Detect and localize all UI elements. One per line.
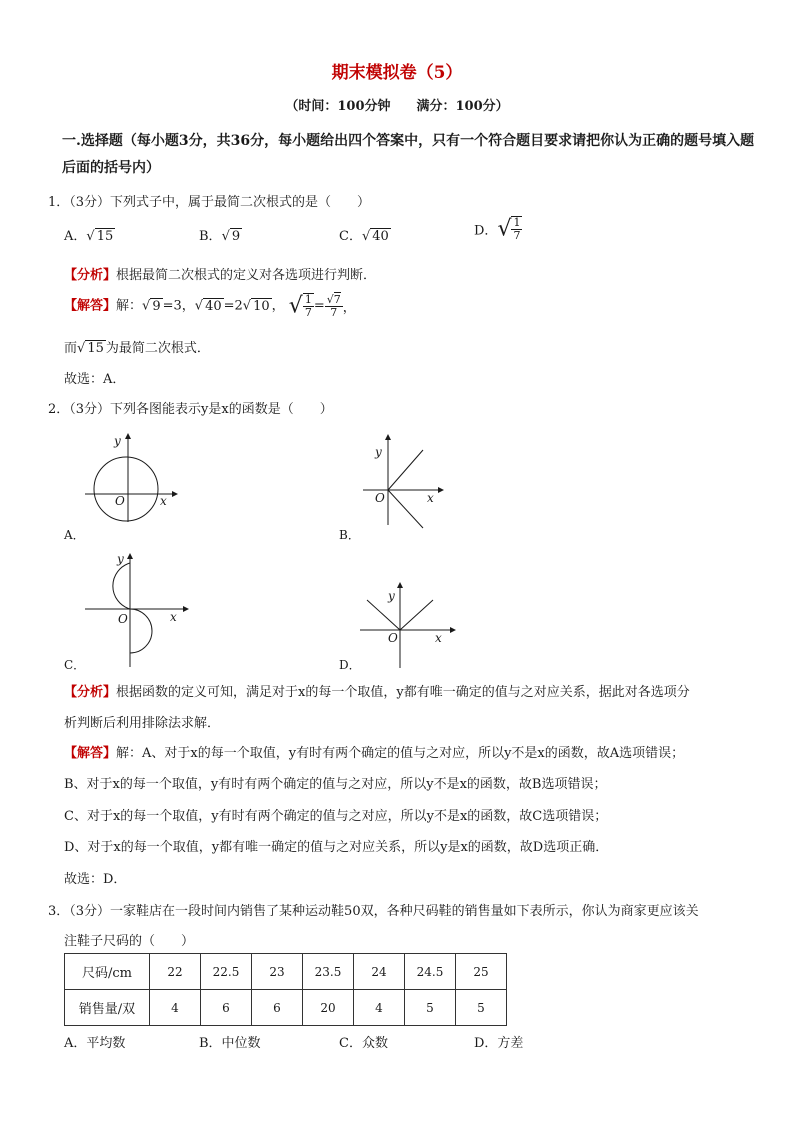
left-branch (367, 600, 400, 630)
sqrt-icon: √ (194, 298, 204, 314)
table-cell: 23.5 (303, 954, 354, 990)
q1-analysis (64, 264, 376, 283)
table-row (65, 954, 507, 990)
table-cell: 20 (303, 990, 354, 1026)
origin-label: O (118, 612, 128, 626)
radicand: 10 (253, 298, 270, 314)
q1-option-d-label: D． (474, 223, 498, 239)
x-axis-label: x (427, 491, 434, 505)
q1-answer (64, 293, 356, 319)
lower-semicircle (130, 609, 152, 653)
answer-text: = (313, 298, 325, 314)
graph-b-rays (355, 430, 455, 530)
origin-label: O (115, 494, 125, 508)
table-cell: 6 (252, 990, 303, 1026)
sqrt-icon: √ (142, 298, 151, 314)
sqrt-icon: √ (77, 341, 86, 356)
upper-semicircle (113, 563, 130, 609)
q2-analysis (64, 681, 690, 700)
table-cell: 5 (456, 990, 507, 1026)
answer-text: 而 (64, 341, 78, 356)
table-cell: 25 (456, 954, 507, 990)
table-header-cell: 销售量/双 (65, 990, 150, 1026)
fraction-numerator: 1 (304, 293, 312, 306)
y-axis-label: y (114, 434, 121, 448)
answer-text: 解：A、对于x的每一个取值，y有时有两个确定的值与之对应，所以y不是x的函数，故A选项错误； (116, 746, 685, 761)
shoe-size-table (64, 953, 507, 1026)
fraction-denominator: 7 (304, 306, 312, 319)
q2-option-d: D． (339, 658, 361, 672)
x-axis-arrow-icon (450, 627, 456, 633)
q1-option-a-radicand: 15 (96, 229, 114, 244)
table-header-cell: 尺码/cm (65, 954, 150, 990)
q2-answer-line4: D、对于x的每一个取值，y都有唯一确定的值与之对应关系，所以y是x的函数，故D选项正确． (64, 840, 609, 855)
sqrt-icon: √ (221, 229, 230, 244)
x-axis-arrow-icon (438, 487, 444, 493)
x-axis-label: x (170, 610, 177, 624)
answer-text: ， (342, 300, 356, 316)
fraction-denominator: 7 (513, 229, 521, 242)
answer-text: ， (271, 298, 285, 314)
fraction-denominator: 7 (330, 305, 338, 319)
q2-option-b: B． (339, 528, 360, 542)
sqrt-icon: √ (242, 298, 252, 314)
origin-label: O (375, 491, 385, 505)
radicand: 15 (87, 341, 104, 356)
analysis-tag: 【分析】 (64, 268, 117, 283)
y-axis-arrow-icon (125, 433, 131, 439)
sqrt-icon: √ (497, 216, 512, 242)
section-heading-line2: 后面的括号内） (62, 160, 160, 176)
y-axis-arrow-icon (127, 553, 133, 559)
q1-option-d-fraction (511, 216, 522, 242)
y-axis-label: y (117, 552, 124, 566)
origin-label: O (388, 631, 398, 645)
q1-option-c-label: C． (339, 229, 362, 244)
q1-answer-line3 (64, 337, 210, 356)
table-row (65, 990, 507, 1026)
y-axis-arrow-icon (385, 434, 391, 440)
sqrt-icon: √ (326, 292, 334, 306)
graph-a-circle (80, 425, 180, 525)
x-axis-label: x (435, 631, 442, 645)
q1-option-b (199, 225, 242, 244)
radicand: 9 (152, 298, 161, 314)
x-axis-arrow-icon (172, 491, 178, 497)
y-axis-arrow-icon (397, 582, 403, 588)
graph-c-semicircles (80, 545, 195, 670)
answer-tag: 【解答】 (64, 298, 117, 314)
sqrt-icon: √ (361, 229, 371, 244)
answer-text: =2 (223, 298, 243, 314)
page-title: 期末模拟卷（5） (331, 63, 463, 83)
q2-stem: 2．（3分）下列各图能表示y是x的函数是（ ） (48, 402, 333, 417)
fraction-numerator (325, 294, 343, 307)
q3-option-d: D．方差 (474, 1036, 524, 1051)
q1-option-c (339, 225, 391, 244)
y-axis-label: y (375, 445, 382, 459)
q3-stem-line2: 注鞋子尺码的（ ） (64, 934, 195, 949)
q2-option-c: C． (64, 658, 86, 672)
table-cell: 5 (405, 990, 456, 1026)
table-cell: 4 (150, 990, 201, 1026)
q1-option-a (64, 225, 115, 244)
q3-option-a: A．平均数 (64, 1036, 126, 1051)
upper-ray (388, 450, 423, 490)
circle-curve (94, 457, 158, 521)
x-axis-arrow-icon (183, 606, 189, 612)
graph-d-absolute-value (355, 578, 465, 670)
q3-option-b: B．中位数 (199, 1036, 261, 1051)
table-cell: 22.5 (201, 954, 252, 990)
answer-fraction (325, 294, 343, 319)
right-branch (400, 600, 433, 630)
analysis-text: 根据最简二次根式的定义对各选项进行判断． (116, 268, 377, 283)
q2-answer (64, 742, 684, 761)
table-cell: 23 (252, 954, 303, 990)
q2-answer-line2: B、对于x的每一个取值，y有时有两个确定的值与之对应，所以y不是x的函数，故B选项错误； (64, 777, 607, 792)
x-axis-label: x (160, 494, 167, 508)
answer-text: =3， (162, 298, 195, 314)
section-heading-line1: 一.选择题（每小题3分，共36分，每小题给出四个答案中，只有一个符合题目要求请把你认为正确的题号填入题 (62, 133, 755, 149)
fraction-numerator: 1 (513, 216, 521, 229)
q1-option-b-radicand: 9 (231, 229, 241, 244)
q3-stem-line1: 3．（3分）一家鞋店在一段时间内销售了某种运动鞋50双，各种尺码鞋的销售量如下表所示，你认为商家更应该关 (48, 904, 699, 919)
page-subtitle: （时间：100分钟 满分：100分） (285, 99, 509, 114)
q1-option-d (474, 216, 522, 242)
radicand: 7 (333, 292, 341, 306)
answer-tag: 【解答】 (64, 746, 117, 761)
table-cell: 22 (150, 954, 201, 990)
analysis-tag: 【分析】 (64, 685, 117, 700)
table-cell: 24 (354, 954, 405, 990)
answer-fraction (303, 293, 314, 319)
y-axis-label: y (388, 589, 395, 603)
lower-ray (388, 490, 423, 528)
q1-option-c-radicand: 40 (372, 229, 389, 244)
q2-choice: 故选：D． (64, 872, 127, 887)
answer-text: 解： (116, 298, 143, 314)
radicand: 40 (205, 298, 222, 314)
table-cell: 6 (201, 990, 252, 1026)
table-cell: 4 (354, 990, 405, 1026)
q1-option-a-label: A． (64, 229, 87, 244)
q2-answer-line3: C、对于x的每一个取值，y有时有两个确定的值与之对应，所以y不是x的函数，故C选项错误； (64, 809, 608, 824)
answer-text: 为最简二次根式． (105, 341, 210, 356)
q2-analysis-line2: 析判断后利用排除法求解． (64, 716, 221, 731)
q1-stem: 1．（3分）下列式子中，属于最简二次根式的是（ ） (48, 195, 371, 210)
q3-option-c: C．众数 (339, 1036, 388, 1051)
analysis-text: 根据函数的定义可知，满足对于x的每一个取值，y都有唯一确定的值与之对应关系，据此对各选项分 (116, 685, 690, 700)
q1-choice: 故选：A． (64, 372, 126, 387)
sqrt-icon: √ (86, 229, 95, 244)
table-cell: 24.5 (405, 954, 456, 990)
q1-option-b-label: B． (199, 229, 222, 244)
q2-option-a: A． (64, 528, 85, 542)
sqrt-icon: √ (288, 293, 303, 319)
